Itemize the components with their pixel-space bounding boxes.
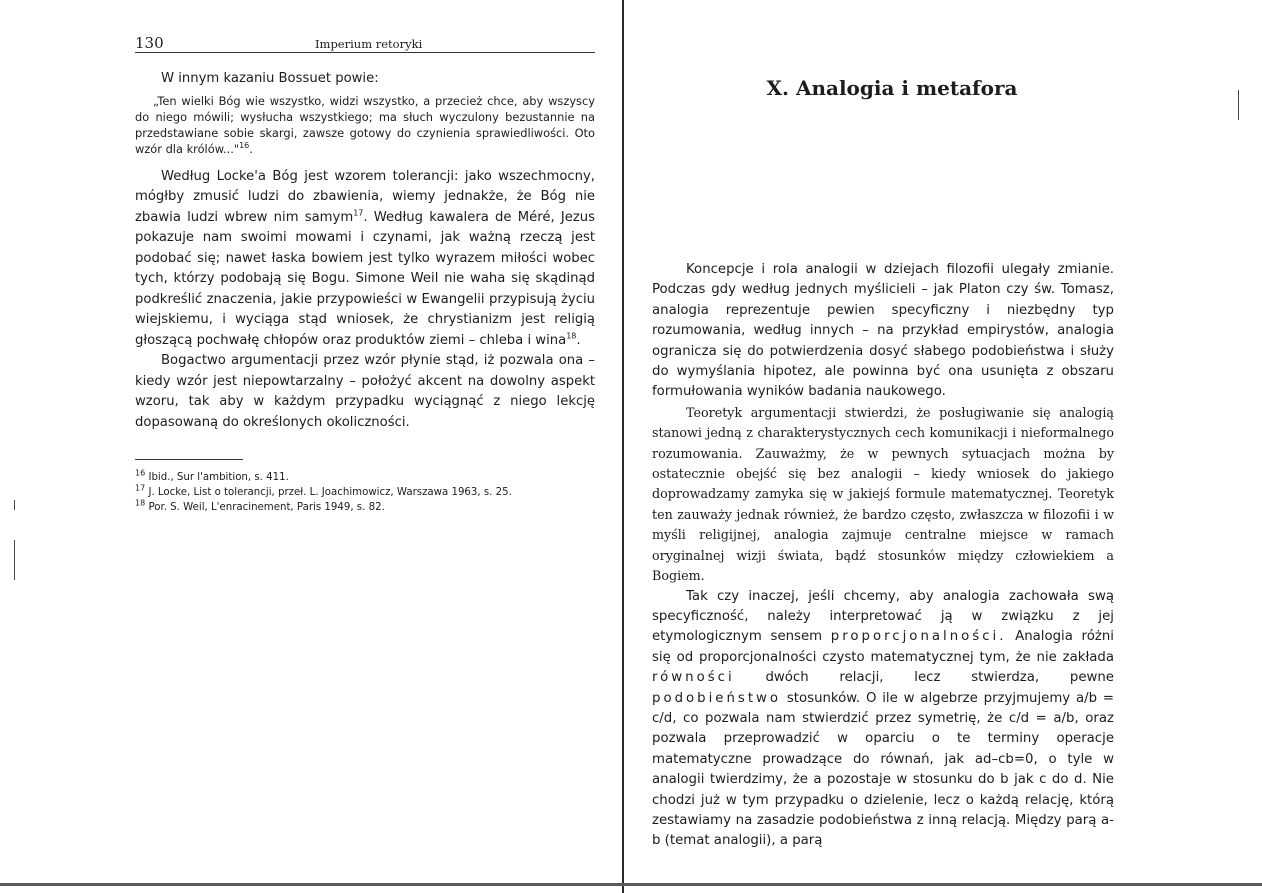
scan-edge — [0, 883, 1262, 886]
paragraph-text: Analogia różni się od proporcjonalności czysto matematycznej tym, że nie zakłada — [652, 629, 1114, 665]
footnote-number: 18 — [135, 498, 146, 508]
footnote-rule — [135, 459, 243, 460]
paragraph-teoretyk: Teoretyk argumentacji stwierdzi, że posługiwanie się analogią stanowi jedną z charakterystycznych cech komunikacji i nieformalnego rozumowania. Zauważmy, że w pewnych sytuacjach można by ostatecznie obejść się bez analogii – kiedy wniosek do jakiego doprowadzamy zamyka się w jakiejś formule matematycznej. Teoretyk ten zauważy jednak również, że bardzo często, zwłaszcza w filozofii i w myśli religijnej, analogia zajmuje centralne miejsce w ramach oryginalnej wizji świata, bądź stosunków między człowiekiem a Bogiem. — [652, 404, 1114, 584]
spaced-term: równości — [652, 670, 735, 686]
footnote-ref: 18 — [566, 331, 577, 341]
left-body-text — [135, 69, 595, 433]
paragraph-tak-czy-inaczej — [652, 587, 1114, 852]
block-quote: „Ten wielki Bóg wie wszystko, widzi wszystko, a przecież chce, aby wszyscy do niego mówili; wysłucha wszystkiego; ma słuch wyczulony bezustannie na przedstawiane sobie skargi, zawsze gotowy do czynienia sprawiedliwości. Oto wzór dla królów..."$^{16}$. — [135, 93, 595, 156]
footnote-16 — [135, 470, 595, 485]
intro-paragraph: W innym kazaniu Bossuet powie: — [161, 71, 379, 86]
paragraph-locke: Według Locke'a Bóg jest wzorem tolerancji: jako wszechmocny, mógłby zmusić ludzi do zbawienia, wiemy jednakże, że Bóg nie zbawia ludzi wbrew nim samym$^{17}$. Według kawalera de Méré, Jezus pokazuje nam swoimi mowami i czynami, jak ważną rzeczą jest podobać się; nawet łaska bowiem jest tylko wyrazem miłości wobec tych, którzy podobają się Bogu. Simone Weil nie waha się skądinąd podkreślić znaczenia, jakie przypowieści w Ewangelii przypisują życiu wiejskiemu, i wyciąga stąd wniosek, że chrystianizm jest religią głoszącą pochwałę chłopów oraz produktów ziemi – chleba i wina$^{18}$. — [135, 168, 595, 348]
right-body-text — [652, 260, 1114, 852]
quote-text: „Ten wielki Bóg wie wszystko, widzi wszystko, a przecież chce, aby wszyscy do niego mówili; wysłucha wszystkiego; ma słuch wyczulony bezustannie na przedstawiane sobie skargi, zawsze gotowy do czynienia sprawiedliwości. Oto wzór dla królów..." — [135, 93, 595, 156]
paragraph-koncepcje: Koncepcje i rola analogii w dziejach filozofii ulegały zmianie. Podczas gdy według jednych myślicieli – jak Platon czy św. Tomasz, analogia reprezentuje pewien specyficzny i niezbędny typ rozumowania, według innych – na przykład empirystów, analogia ogranicza się do potwierdzenia dosyć słabego podobieństwa i służy do wymyślania hipotez, ale powinna być ona usunięta z obszaru formułowania wyników badania naukowego. — [652, 262, 1114, 400]
footnote-number: 16 — [135, 468, 146, 478]
paragraph-text: dwóch relacji, lecz stwierdza, pewne — [765, 670, 1114, 686]
paragraph-text: Według Locke'a Bóg jest wzorem tolerancji: jako wszechmocny, mógłby zmusić ludzi do zbawienia, wiemy jednakże, że Bóg nie zbawia ludzi wbrew nim samym — [135, 168, 595, 225]
paragraph-text: . Według kawalera de Méré, Jezus pokazuje nam swoimi mowami i czynami, jak ważną rzeczą jest podobać się; nawet łaska bowiem jest tylko wyrazem miłości wobec tych, którzy podobają się Bogu. Simone Weil nie waha się skądinąd podkreślić znaczenia, jakie przypowieści w Ewangelii przypisują życiu wiejskiemu, i wyciąga stąd wniosek, że chrystianizm jest religią głoszącą pochwałę chłopów oraz produktów ziemi – chleba i wina — [135, 209, 595, 348]
right-page — [652, 76, 1114, 852]
spaced-term: podobieństwo — [652, 690, 782, 706]
left-page — [135, 28, 595, 515]
chapter-title: X. Analogia i metafora — [766, 76, 1018, 100]
footnote-text: J. Locke, List o tolerancji, przeł. L. Joachimowicz, Warszawa 1963, s. 25. — [148, 487, 512, 498]
spaced-term: proporcjonalności. — [830, 629, 1007, 645]
footnote-17 — [135, 485, 595, 500]
paragraph-text: stosunków. O ile w algebrze przyjmujemy a/b = c/d, co pozwala nam stwierdzić przez symetrię, że c/d = a/b, oraz pozwala przeprowadzić w oparciu o te terminy operacje matematyczne prowadzące do równań, jak ad–cb=0, o tyle w analogii twierdzimy, że a pozostaje w stosunku do b jak c do d. Nie chodzi już w tym przypadku o dzielenie, lecz o każdą relację, którą zestawiamy na zasadzie podobieństwa z inną relacją. Między parą a-b (temat analogii), a parą — [652, 690, 1114, 849]
footnotes — [135, 470, 595, 515]
footnote-text: Por. S. Weil, L'enracinement, Paris 1949, s. 82. — [148, 502, 385, 513]
paragraph-text: Tak czy inaczej, jeśli chcemy, aby analogia zachowała swą specyficzność, należy interpretować ją w związku z jej etymologicznym sensem — [652, 588, 1114, 645]
scan-speck — [14, 540, 15, 580]
page-number: 130 — [135, 34, 164, 52]
footnote-ref: 16 — [239, 140, 250, 150]
book-gutter — [622, 0, 624, 893]
paragraph-bogactwo: Bogactwo argumentacji przez wzór płynie stąd, iż pozwala ona – kiedy wzór jest niepowtarzalny – położyć akcent na dowolny aspekt wzoru, tak aby w każdym przypadku wyciągnąć z niego lekcję dopasowaną do określonych okoliczności. — [135, 353, 595, 430]
footnote-ref: 17 — [353, 208, 364, 218]
scan-speck — [1238, 90, 1239, 120]
footnote-18 — [135, 500, 595, 515]
running-title: Imperium retoryki — [315, 37, 423, 51]
footnote-number: 17 — [135, 483, 146, 493]
running-head — [135, 28, 595, 53]
footnote-text: Ibid., Sur l'ambition, s. 411. — [148, 472, 289, 483]
scan-speck — [14, 500, 15, 510]
